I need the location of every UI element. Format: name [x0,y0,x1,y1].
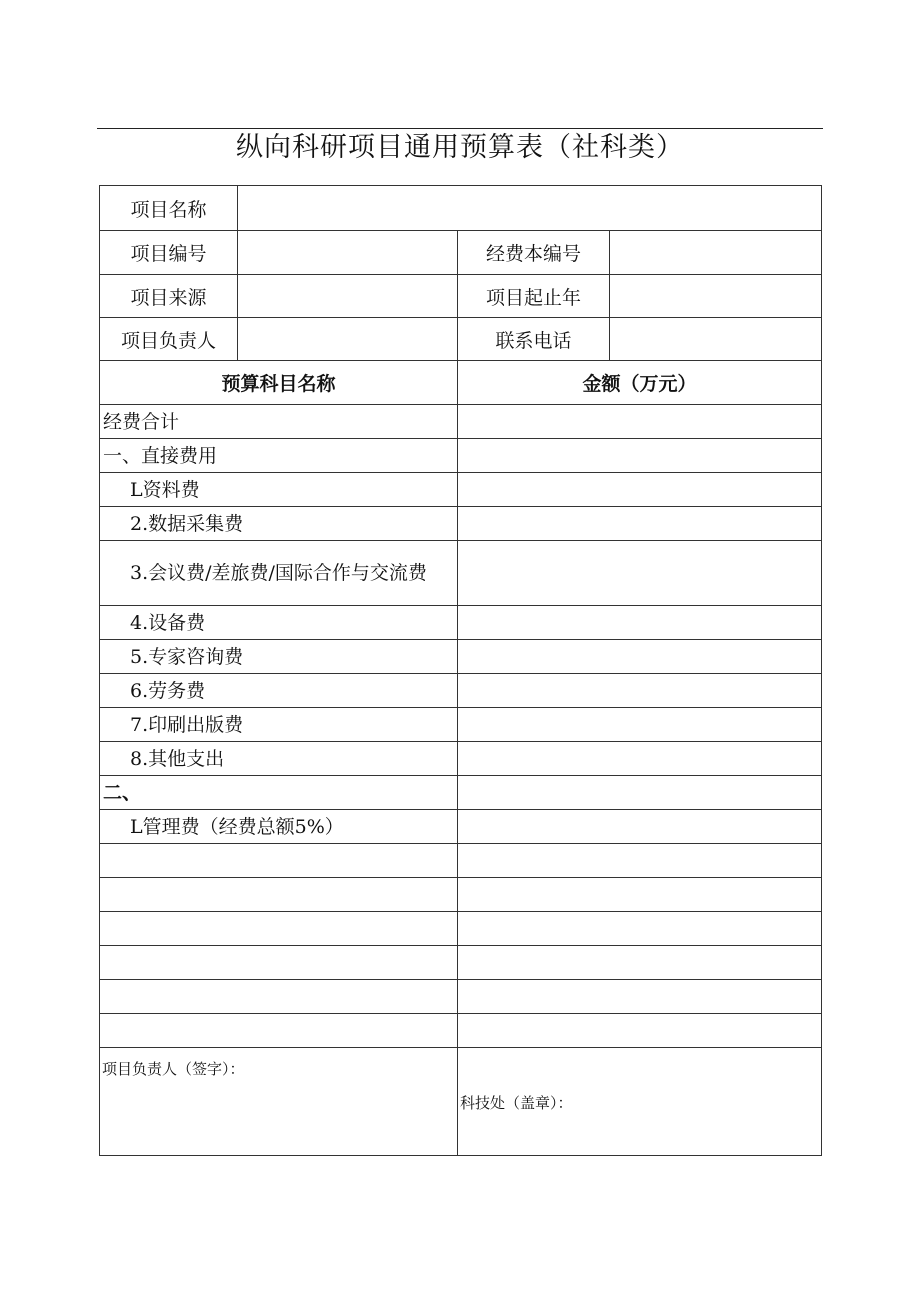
project-no-field[interactable] [238,231,458,275]
budget-row [100,507,822,541]
budget-item-label: 3.会议费/差旅费/国际合作与交流费 [100,541,458,606]
budget-item-label: 5.专家咨询费 [100,640,458,674]
project-name-field[interactable] [238,186,822,231]
budget-amount-cell[interactable] [458,708,822,742]
blank-amount-cell[interactable] [458,912,822,946]
blank-row [100,1014,822,1048]
blank-amount-cell[interactable] [458,878,822,912]
row-source [100,275,822,318]
blank-row [100,912,822,946]
budget-item-label: L管理费（经费总额5%） [100,810,458,844]
budget-amount-cell[interactable] [458,810,822,844]
budget-row [100,405,822,439]
period-field[interactable] [610,275,822,318]
budget-row [100,473,822,507]
project-no-label: 项目编号 [100,231,238,275]
blank-amount-cell[interactable] [458,844,822,878]
budget-row [100,541,822,606]
budget-amount-cell[interactable] [458,405,822,439]
leader-label: 项目负责人 [100,318,238,361]
blank-amount-cell[interactable] [458,980,822,1014]
source-field[interactable] [238,275,458,318]
budget-row [100,776,822,810]
blank-row [100,946,822,980]
budget-amount-cell[interactable] [458,640,822,674]
blank-row [100,980,822,1014]
blank-row [100,844,822,878]
budget-item-header: 预算科目名称 [100,361,458,405]
budget-item-label: 2.数据采集费 [100,507,458,541]
budget-amount-cell[interactable] [458,674,822,708]
budget-item-label: 二、 [100,776,458,810]
budget-amount-header: 金额（万元） [458,361,822,405]
blank-amount-cell[interactable] [458,1014,822,1048]
budget-amount-cell[interactable] [458,507,822,541]
blank-item-cell[interactable] [100,946,458,980]
fund-no-field[interactable] [610,231,822,275]
fund-no-label: 经费本编号 [458,231,610,275]
budget-item-label: 8.其他支出 [100,742,458,776]
budget-row [100,708,822,742]
blank-row [100,878,822,912]
blank-item-cell[interactable] [100,912,458,946]
budget-amount-cell[interactable] [458,776,822,810]
budget-amount-cell[interactable] [458,541,822,606]
blank-item-cell[interactable] [100,1014,458,1048]
project-name-label: 项目名称 [100,186,238,231]
page-title: 纵向科研项目通用预算表（社科类） [236,132,684,163]
top-rule [97,128,823,129]
row-project-name [100,186,822,231]
phone-field[interactable] [610,318,822,361]
budget-item-label: 经费合计 [100,405,458,439]
budget-header-row [100,361,822,405]
office-seal-cell[interactable]: 科技处（盖章）： [458,1048,822,1156]
budget-row [100,742,822,776]
period-label: 项目起止年 [458,275,610,318]
row-leader [100,318,822,361]
budget-amount-cell[interactable] [458,742,822,776]
budget-row [100,674,822,708]
budget-item-label: 一、直接费用 [100,439,458,473]
budget-amount-cell[interactable] [458,439,822,473]
blank-item-cell[interactable] [100,980,458,1014]
blank-item-cell[interactable] [100,844,458,878]
leader-field[interactable] [238,318,458,361]
signature-row [100,1048,822,1156]
budget-row [100,439,822,473]
phone-label: 联系电话 [458,318,610,361]
blank-amount-cell[interactable] [458,946,822,980]
budget-item-label: 7.印刷出版费 [100,708,458,742]
budget-amount-cell[interactable] [458,473,822,507]
blank-item-cell[interactable] [100,878,458,912]
budget-row [100,606,822,640]
budget-item-label: L资料费 [100,473,458,507]
leader-signature-cell[interactable]: 项目负责人（签字）： [100,1048,458,1156]
budget-item-label: 4.设备费 [100,606,458,640]
budget-item-label: 6.劳务费 [100,674,458,708]
budget-form-table [99,185,822,1156]
row-project-no [100,231,822,275]
source-label: 项目来源 [100,275,238,318]
budget-row [100,640,822,674]
budget-row [100,810,822,844]
budget-amount-cell[interactable] [458,606,822,640]
